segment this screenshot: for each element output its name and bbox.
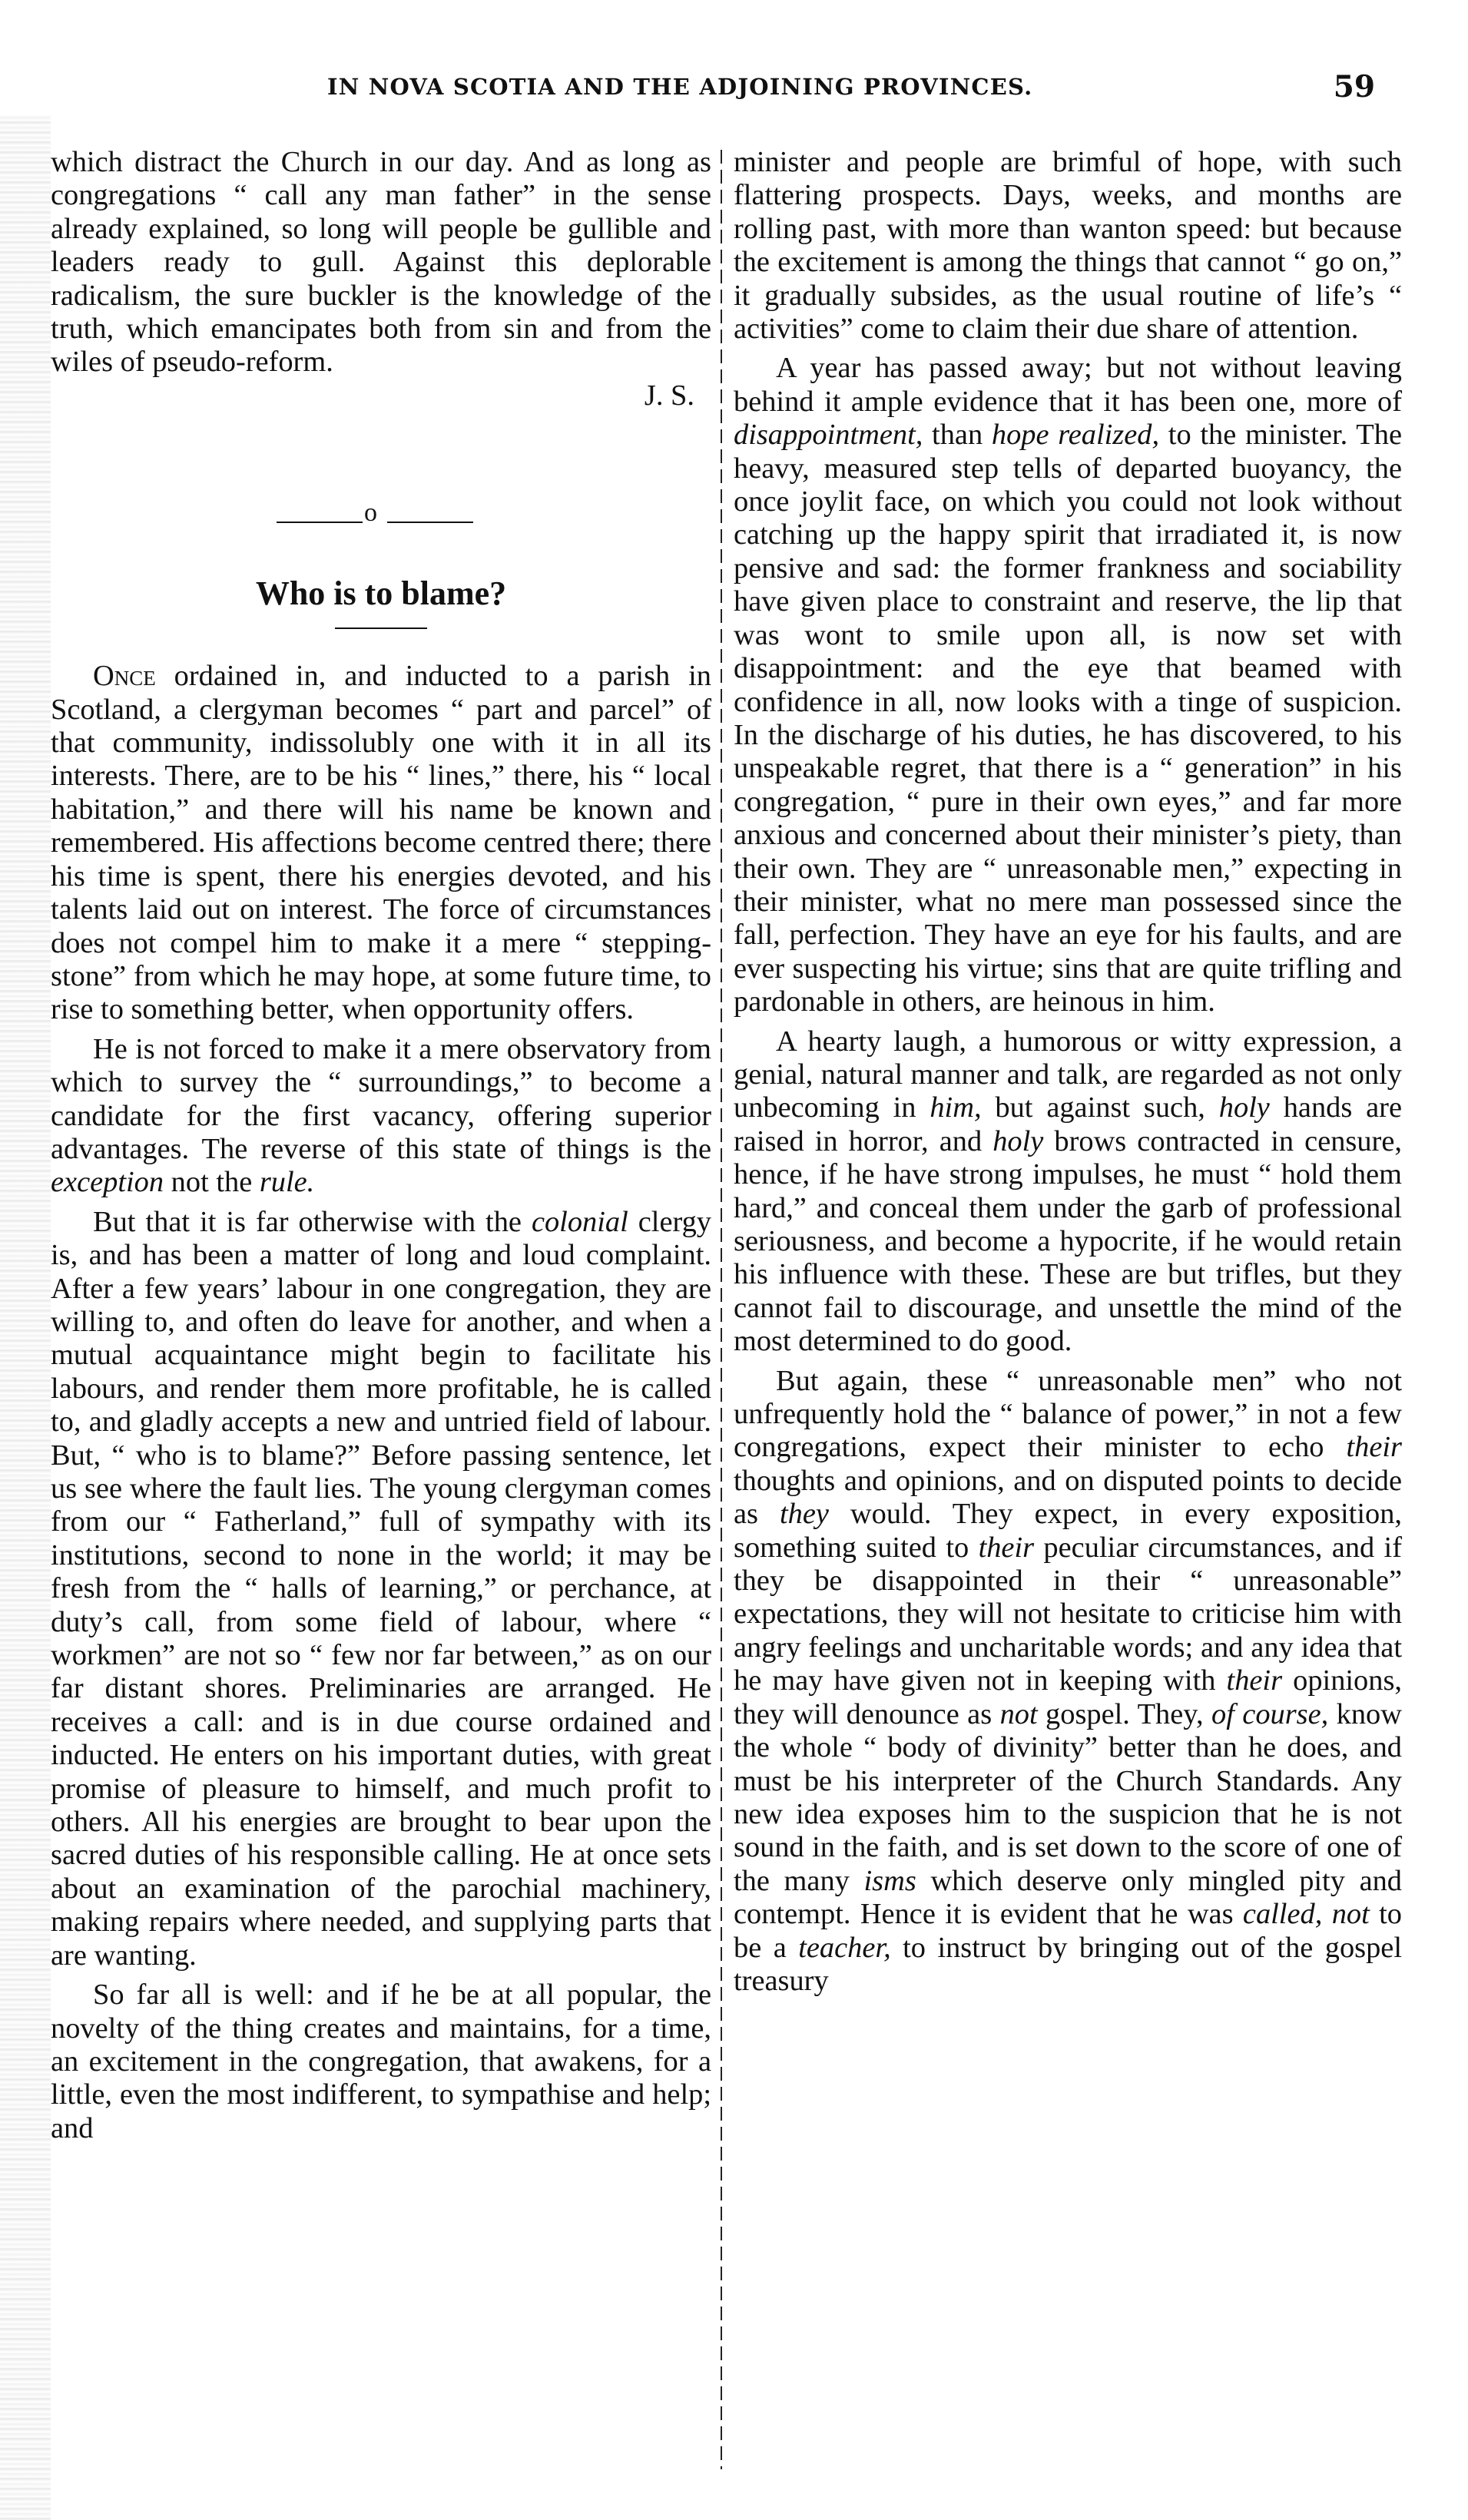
paragraph-2 [51,1033,711,1200]
right-paragraph-3-a: A hearty laugh, a humorous or witty expression, a genial, natural manner and talk, are regarded as not only unbecoming in [734,1025,1402,1124]
paragraph-3-text: clergy is, and has been a matter of long and loud complaint. After a few years’ labour in one congregation, they are willing to, and often do leave for another, and when a mutual acquaintance might begin to facilitate his labours, and render them more profitable, he is called to, and gladly accepts a new and untried field of labour. But, “ who is to blame?” Before passing sentence, let us see where the fault lies. The young clergyman comes from our “ Fatherland,” full of sympathy with its institutions, second to none in the world; it may be fresh from the “ halls of learning,” or perchance, at duty’s call, from some field of labour, where “ workmen” are not so “ few nor far between,” as on our far distant shores. Preliminaries are arranged. He receives a call: and is in due course ordained and inducted. He enters on his important duties, with great promise of pleasure to himself, and much profit to others. All his energies are brought to bear upon the sacred duties of his responsible calling. He at once sets about an examination of the parochial machinery, making repairs where needed, and supplying parts that are wanting. [51,1205,711,1972]
paragraph-1 [51,660,711,1026]
right-paragraph-4-c: would. They expect, in every exposition, something suited to [734,1498,1403,1564]
page-binding-edge [0,115,51,2520]
continuation-paragraph [51,146,711,379]
right-paragraph-4-g: know the whole “ body of divinity” better than he does, and must be his interpreter of the Church Standards. Any new idea exposes him to the suspicion that he is not sound in the faith, and is set down to the score of one of the many [734,1697,1402,1897]
paragraph-3-start: But that it is far otherwise with the [93,1205,532,1238]
right-paragraph-2-a: A year has passed away; but not without leaving behind it ample evidence that it has been one, more of [734,352,1402,418]
right-paragraph-4-h: which deserve only mingled pity and contempt. Hence it is evident that he was [734,1864,1403,1931]
title-rule [335,628,427,629]
right-paragraph-3 [734,1025,1402,1359]
paragraph-1-text: ordained in, and inducted to a parish in Scotland, a clergyman becomes “ part and parcel” of that community, indissolubly one with it in all its interests. There, are to be his “ lines,” there, his “ local habitation,” and there will his name be known and remembered. His affections become centred there; there his time is spent, there his energies devoted, and his talents laid out on interest. The force of circumstances does not compel him to make it a mere “ stepping-stone” from which he may hope, at some future time, to rise to something better, when opportunity offers. [51,660,711,1026]
right-paragraph-4-a: But again, these “ unreasonable men” who not unfrequently hold the “ balance of power,” in not a few congregations, expect their minister to echo [734,1364,1402,1464]
italic-their-3: their [1226,1664,1283,1697]
right-paragraph-2 [734,352,1402,1018]
paragraph-2-text: He is not forced to make it a mere observatory from which to survey the “ surroundings,” to become a candidate for the first vacancy, offering superior advantages. The reverse of this state of things is the [51,1032,711,1165]
italic-of-course: of course, [1211,1697,1329,1730]
italic-their-1: their [1346,1431,1402,1464]
italic-not-1: not [999,1697,1038,1730]
continuation-text: which distract the Church in our day. And as long as congregations “ call any man father” in the sense already explained, so long will people be gullible and leaders ready to gull. Against this deplorable radicalism, the sure buckler is the knowledge of the truth, which emancipates both from sin and from the wiles of pseudo-reform. [51,146,711,379]
separator-rule-left [277,522,363,523]
italic-rule: rule. [259,1166,315,1199]
right-paragraph-1-text: minister and people are brimful of hope, with such flattering prospects. Days, weeks, and months are rolling past, with more than wanton speed: but because the excitement is among the things that cannot “ go on,” it gradually subsides, as the usual routine of life’s “ activities” come to claim their due share of attention. [734,146,1402,346]
signature-line [51,379,711,412]
left-column [51,146,711,2145]
right-paragraph-3-b: but against such, [981,1091,1219,1124]
author-signature: J. S. [644,379,694,412]
italic-holy-1: holy [1218,1091,1270,1124]
column-divider [721,150,722,2469]
right-column [734,146,1402,1998]
italic-they: they [779,1498,829,1531]
italic-hope-realized: hope realized, [991,419,1160,452]
right-paragraph-4-k: to instruct by bringing out of the gospel treasury [734,1931,1402,1997]
right-paragraph-4-d: peculiar circumstances, and if they be disappointed in their “ unreasonable” expectations, they will not hesitate to criticise him with angry feelings and uncharitable words; and any idea that he may have given not in keeping with [734,1531,1403,1697]
italic-him: him, [930,1091,982,1124]
right-paragraph-3-c: hands are raised in horror, and [734,1091,1402,1157]
right-paragraph-4 [734,1365,1402,1998]
right-paragraph-4-b: thoughts and opinions, and on disputed points to decide as [734,1464,1402,1531]
running-head [100,69,1375,120]
separator-mark: o [364,498,377,528]
italic-isms: isms [863,1864,916,1897]
italic-exception: exception [51,1166,164,1199]
right-paragraph-2-b: than [923,419,992,452]
right-paragraph-2-c: to the minister. The heavy, measured step tells of departed buoyancy, the once joylit face, on which you could not look without catching up the happy spirit that irradiated it, is now pensive and sad: the former frankness and sociability have given place to constraint and reserve, the lip that was wont to smile upon all, is now set with disappointment: and the eye that beamed with confidence in all, now looks with a tinge of suspicion. In the discharge of his duties, he has discovered, to his unspeakable regret, that there is a “ generation” in his congregation, “ pure in their own eyes,” and far more anxious and concerned about their minister’s piety, than their own. They are “ unreasonable men,” expecting in their minister, what no mere man possessed since the fall, perfection. They have an eye for his faults, and are ever suspecting his virtue; sins that are quite trifling and pardonable in others, are heinous in him. [734,419,1402,1018]
right-paragraph-3-d: brows contracted in censure, hence, if he have strong impulses, he must “ hold them hard,” and conceal them under the garb of professional seriousness, and become a hypocrite, if he would retain his influence with these. These are but trifles, but they cannot fail to discourage, and unsettle the mind of the most determined to do good. [734,1124,1402,1358]
italic-holy-2: holy [992,1124,1044,1157]
paragraph-4 [51,1979,711,2145]
italic-their-2: their [978,1531,1035,1564]
drop-word: Once [93,660,156,693]
right-paragraph-4-f: gospel. They, [1037,1697,1212,1730]
section-separator [51,480,711,572]
italic-teacher: teacher, [798,1931,891,1964]
article-title: Who is to blame? [255,575,507,613]
right-paragraph-4-e: opinions, they will denounce as [734,1664,1402,1730]
running-title: IN NOVA SCOTIA AND THE ADJOINING PROVINCES. [327,74,1033,100]
italic-not-2: not [1331,1898,1370,1931]
italic-disappointment: disappointment, [734,419,923,452]
paragraph-4-text: So far all is well: and if he be at all popular, the novelty of the thing creates and maintains, for a time, an excitement in the congregation, that awakens, for a little, even the most indifferent, to sympathise and help; and [51,1979,711,2144]
right-paragraph-1 [734,146,1402,346]
paragraph-2-mid: not the [164,1166,260,1199]
italic-called: called, [1242,1898,1323,1931]
separator-rule-right [387,522,473,523]
italic-colonial: colonial [531,1205,628,1238]
right-paragraph-4-i [1322,1898,1331,1930]
page-number: 59 [1333,69,1375,104]
right-paragraph-4-j: to be a [734,1898,1402,1964]
paragraph-3 [51,1206,711,1972]
